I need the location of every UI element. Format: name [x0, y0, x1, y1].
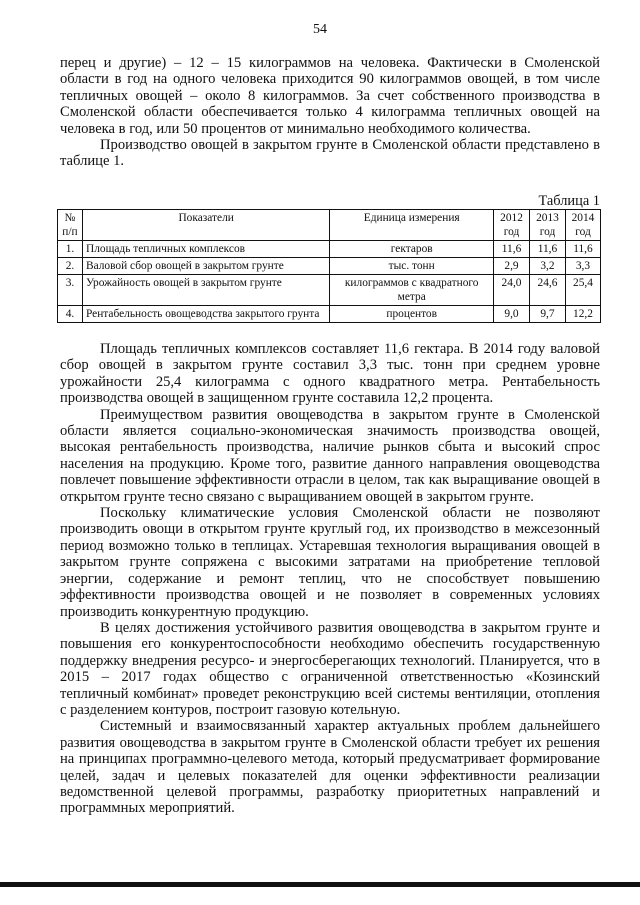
table-row: [58, 275, 601, 306]
table-row: [58, 241, 601, 258]
row-2013: 9,7: [530, 306, 566, 323]
table-header-row: [58, 210, 601, 241]
row-num: 4.: [58, 306, 83, 323]
row-2014: 25,4: [565, 275, 600, 306]
row-2012: 11,6: [494, 241, 530, 258]
row-2012: 2,9: [494, 258, 530, 275]
paragraph-top: перец и другие) – 12 – 15 килограммов на человека. Фактически в Смоленской области в год на одного человека приходится 90 килограммов овощей, в том числе тепличных овощей – около 8 килограммов. За счет собственного производства в Смоленской области обеспечивается только 4 килограмма тепличных овощей на человека в год, или 50 процентов от минимально необходимого количества.: [60, 55, 600, 137]
row-indicator: Рентабельность овощеводства закрытого грунта: [82, 306, 329, 323]
paragraph-advantages: Преимуществом развития овощеводства в закрытом грунте в Смоленской области является социально-экономическая значимость производства овощей, высокая рентабельность производства, наличие рынков сбыта и высокий спрос населения на продукцию. Кроме того, развитие данного направления овощеводства повлечет повышение эффективности отрасли в целом, так как выращивание овощей в открытом грунте тесно связано с выращиванием овощей в закрытом грунте.: [60, 406, 600, 505]
paragraph-area: Площадь тепличных комплексов составляет 11,6 гектара. В 2014 году валовой сбор овощей в закрытом грунте составил 3,3 тыс. тонн при среднем уровне урожайности 25,4 килограмма с одного квадратного метра. Рентабельность производства овощей в защищенном грунте составила 12,2 процента.: [60, 341, 600, 407]
row-2012: 24,0: [494, 275, 530, 306]
paragraph-support: В целях достижения устойчивого развития овощеводства в закрытом грунте и повышения его конкурентоспособности необходимо обеспечить государственную поддержку внедрения ресурсо- и энергосберегающих технологий. Планируется, что в 2015 – 2017 годах общество с ограниченной ответственностью «Козинский тепличный комбинат» проведет реконструкцию всей системы вентиляции, отопления с разделением контуров, построит газовую котельную.: [60, 619, 600, 718]
row-2013: 11,6: [530, 241, 566, 258]
row-indicator: Валовой сбор овощей в закрытом грунте: [82, 258, 329, 275]
header-2012: 2012 год: [494, 210, 530, 241]
header-unit: Единица измерения: [330, 210, 494, 241]
row-indicator: Урожайность овощей в закрытом грунте: [82, 275, 329, 306]
body-text-block: [60, 341, 600, 817]
row-num: 2.: [58, 258, 83, 275]
row-2014: 3,3: [565, 258, 600, 275]
paragraph-intro: Производство овощей в закрытом грунте в Смоленской области представлено в таблице 1.: [60, 137, 600, 170]
paragraph-climate: Поскольку климатические условия Смоленской области не позволяют производить овощи в открытом грунте круглый год, их производство в межсезонный период возможно только в теплицах. Устаревшая технология выращивания овощей в закрытом грунте сопряжена с высокими затратами на приобретение тепловой энергии, содержание и ремонт теплиц, что не способствует повышению эффективности производства овощей и не позволяет в современных условиях производить конкурентную продукцию.: [60, 505, 600, 620]
data-table: [57, 209, 601, 323]
row-unit: тыс. тонн: [330, 258, 494, 275]
row-2014: 12,2: [565, 306, 600, 323]
header-num: № п/п: [58, 210, 83, 241]
row-unit: килограммов с квадратного метра: [330, 275, 494, 306]
top-text-block: [60, 55, 600, 170]
row-unit: процентов: [330, 306, 494, 323]
header-2013: 2013 год: [530, 210, 566, 241]
row-num: 3.: [58, 275, 83, 306]
table-caption: Таблица 1: [538, 193, 600, 209]
bottom-rule: [0, 882, 640, 887]
table-row: [58, 258, 601, 275]
header-indicator: Показатели: [82, 210, 329, 241]
row-2014: 11,6: [565, 241, 600, 258]
row-2013: 24,6: [530, 275, 566, 306]
table-row: [58, 306, 601, 323]
row-2013: 3,2: [530, 258, 566, 275]
page-number: 54: [313, 22, 327, 37]
row-unit: гектаров: [330, 241, 494, 258]
row-2012: 9,0: [494, 306, 530, 323]
row-indicator: Площадь тепличных комплексов: [82, 241, 329, 258]
row-num: 1.: [58, 241, 83, 258]
paragraph-program: Системный и взаимосвязанный характер актуальных проблем дальнейшего развития овощеводства в закрытом грунте в Смоленской области требует их решения на принципах программно-целевого метода, который предусматривает формирование целей, задач и целевых показателей для оценки эффективности реализации ведомственной целевой программы, разработку приоритетных направлений и программных мероприятий.: [60, 718, 600, 817]
header-2014: 2014 год: [565, 210, 600, 241]
